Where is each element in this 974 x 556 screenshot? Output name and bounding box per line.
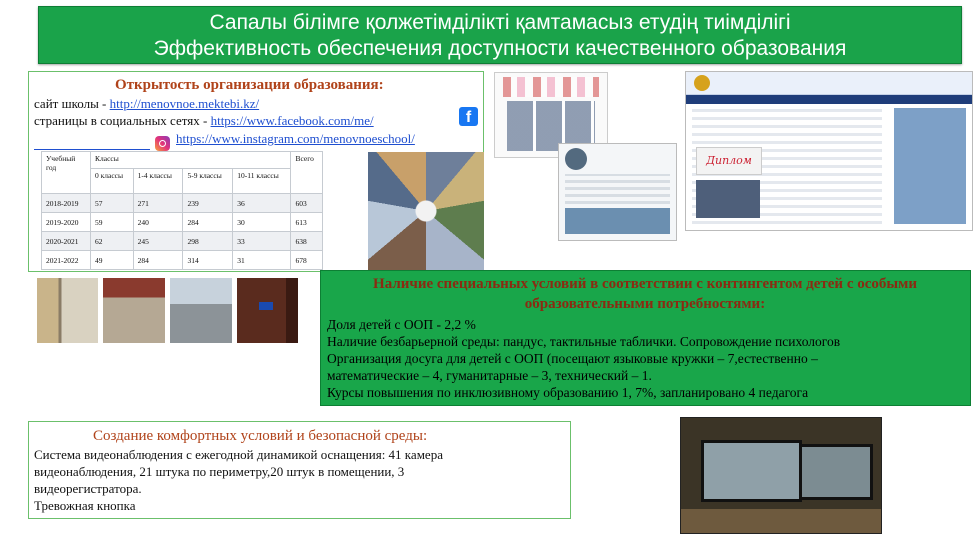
table-cell: 49: [91, 251, 134, 270]
table-cell: 240: [133, 213, 183, 232]
table-cell: 314: [183, 251, 233, 270]
site-header: [686, 72, 972, 95]
social-pages-label: страницы в социальных сетях -: [34, 113, 211, 128]
table-cell: 638: [291, 232, 323, 251]
slide-header: [38, 6, 962, 64]
table-cell: 62: [91, 232, 134, 251]
table-row: [42, 251, 323, 270]
award-photo: [696, 180, 760, 218]
table-cell: 271: [133, 194, 183, 213]
special-conditions-title: Наличие специальных условий в соответствии с контингентом детей с особыми образовательными потребностями:: [373, 276, 917, 312]
tactile-plate: [259, 302, 273, 310]
facebook-page-screenshot: [558, 143, 677, 241]
table-cell: 678: [291, 251, 323, 270]
col-grade-0: 0 классы: [91, 169, 134, 194]
facebook-icon[interactable]: f: [459, 107, 478, 126]
col-total: Всего: [291, 152, 323, 194]
table-cell: 2021-2022: [42, 251, 91, 270]
special-line-5: Курсы повышения по инклюзивному образованию 1, 7%, запланировано 4 педагога: [327, 385, 809, 400]
table-row: [42, 194, 323, 213]
cctv-monitors-photo: [680, 417, 882, 534]
link-underline: [34, 149, 150, 150]
comfort-line-3: видеорегистратора.: [34, 481, 142, 496]
desk: [681, 509, 881, 533]
col-year: Учебный год: [42, 152, 91, 194]
instagram-icon[interactable]: [155, 136, 170, 151]
header-title-kazakh: Сапалы білімге қолжетімділікті қамтамасыз етудің тиімділігі: [209, 11, 791, 34]
facebook-link[interactable]: https://www.facebook.com/me/: [210, 113, 374, 128]
school-photo-collage: [368, 152, 484, 270]
table-cell: 36: [233, 194, 291, 213]
table-row: [42, 213, 323, 232]
special-line-2: Наличие безбарьерной среды: пандус, тактильные таблички. Сопровождение психологов: [327, 334, 841, 349]
table-cell: 31: [233, 251, 291, 270]
door-sign-photo: [237, 278, 298, 343]
emblem-icon: [694, 75, 710, 91]
post-image: [565, 208, 670, 234]
openness-title: Открытость организации образования:: [115, 77, 384, 93]
comfort-line-1: Система видеонаблюдения с ежегодной динамикой оснащения: 41 камера: [34, 447, 443, 462]
stories-row: [503, 77, 599, 97]
special-line-3: Организация досуга для детей с ООП (посещают языковые кружки – 7,естественно –: [327, 351, 818, 366]
comfort-line-2: видеонаблюдения, 21 штука по периметру,20 штук в помещении, 3: [34, 464, 405, 479]
table-cell: 298: [183, 232, 233, 251]
ramp-photo: [37, 278, 98, 343]
special-line-1: Доля детей с ООП - 2,2 %: [327, 317, 476, 332]
monitor: [701, 440, 802, 502]
col-grade-5-9: 5-9 классы: [183, 169, 233, 194]
school-website-screenshot: [685, 71, 973, 231]
yard-photo: [170, 278, 232, 343]
comfort-title: Создание комфортных условий и безопасной среды:: [93, 428, 428, 444]
table-cell: 57: [91, 194, 134, 213]
table-cell: 2018-2019: [42, 194, 91, 213]
monitor: [799, 444, 873, 500]
table-cell: 613: [291, 213, 323, 232]
instagram-line: [176, 131, 415, 147]
social-pages-line: [34, 113, 374, 129]
diploma-banner: Диплом: [696, 147, 762, 175]
table-cell: 2019-2020: [42, 213, 91, 232]
table-cell: 33: [233, 232, 291, 251]
table-cell: 239: [183, 194, 233, 213]
school-site-label: сайт школы -: [34, 96, 110, 111]
entrance-ramp-photo: [103, 278, 165, 343]
col-grade-1-4: 1-4 классы: [133, 169, 183, 194]
table-cell: 603: [291, 194, 323, 213]
instagram-link[interactable]: https://www.instagram.com/menovnoeschool/: [176, 131, 415, 146]
table-cell: 30: [233, 213, 291, 232]
school-site-line: [34, 96, 259, 112]
site-nav: [686, 95, 972, 104]
table-cell: 284: [183, 213, 233, 232]
table-cell: 245: [133, 232, 183, 251]
col-classes: Классы: [91, 152, 291, 169]
students-table: [41, 151, 323, 270]
table-cell: 2020-2021: [42, 232, 91, 251]
table-cell: 59: [91, 213, 134, 232]
comfort-line-4: Тревожная кнопка: [34, 498, 136, 513]
site-sidebar-photo: [894, 108, 966, 224]
page-info: [565, 174, 670, 204]
avatar: [565, 148, 587, 170]
table-cell: 284: [133, 251, 183, 270]
table-row: [42, 232, 323, 251]
header-title-russian: Эффективность обеспечения доступности качественного образования: [153, 37, 847, 60]
col-grade-10-11: 10-11 классы: [233, 169, 291, 194]
special-line-4: математические – 4, гуманитарные – 3, технический – 1.: [327, 368, 652, 383]
school-site-link[interactable]: http://menovnoe.mektebi.kz/: [109, 96, 260, 111]
